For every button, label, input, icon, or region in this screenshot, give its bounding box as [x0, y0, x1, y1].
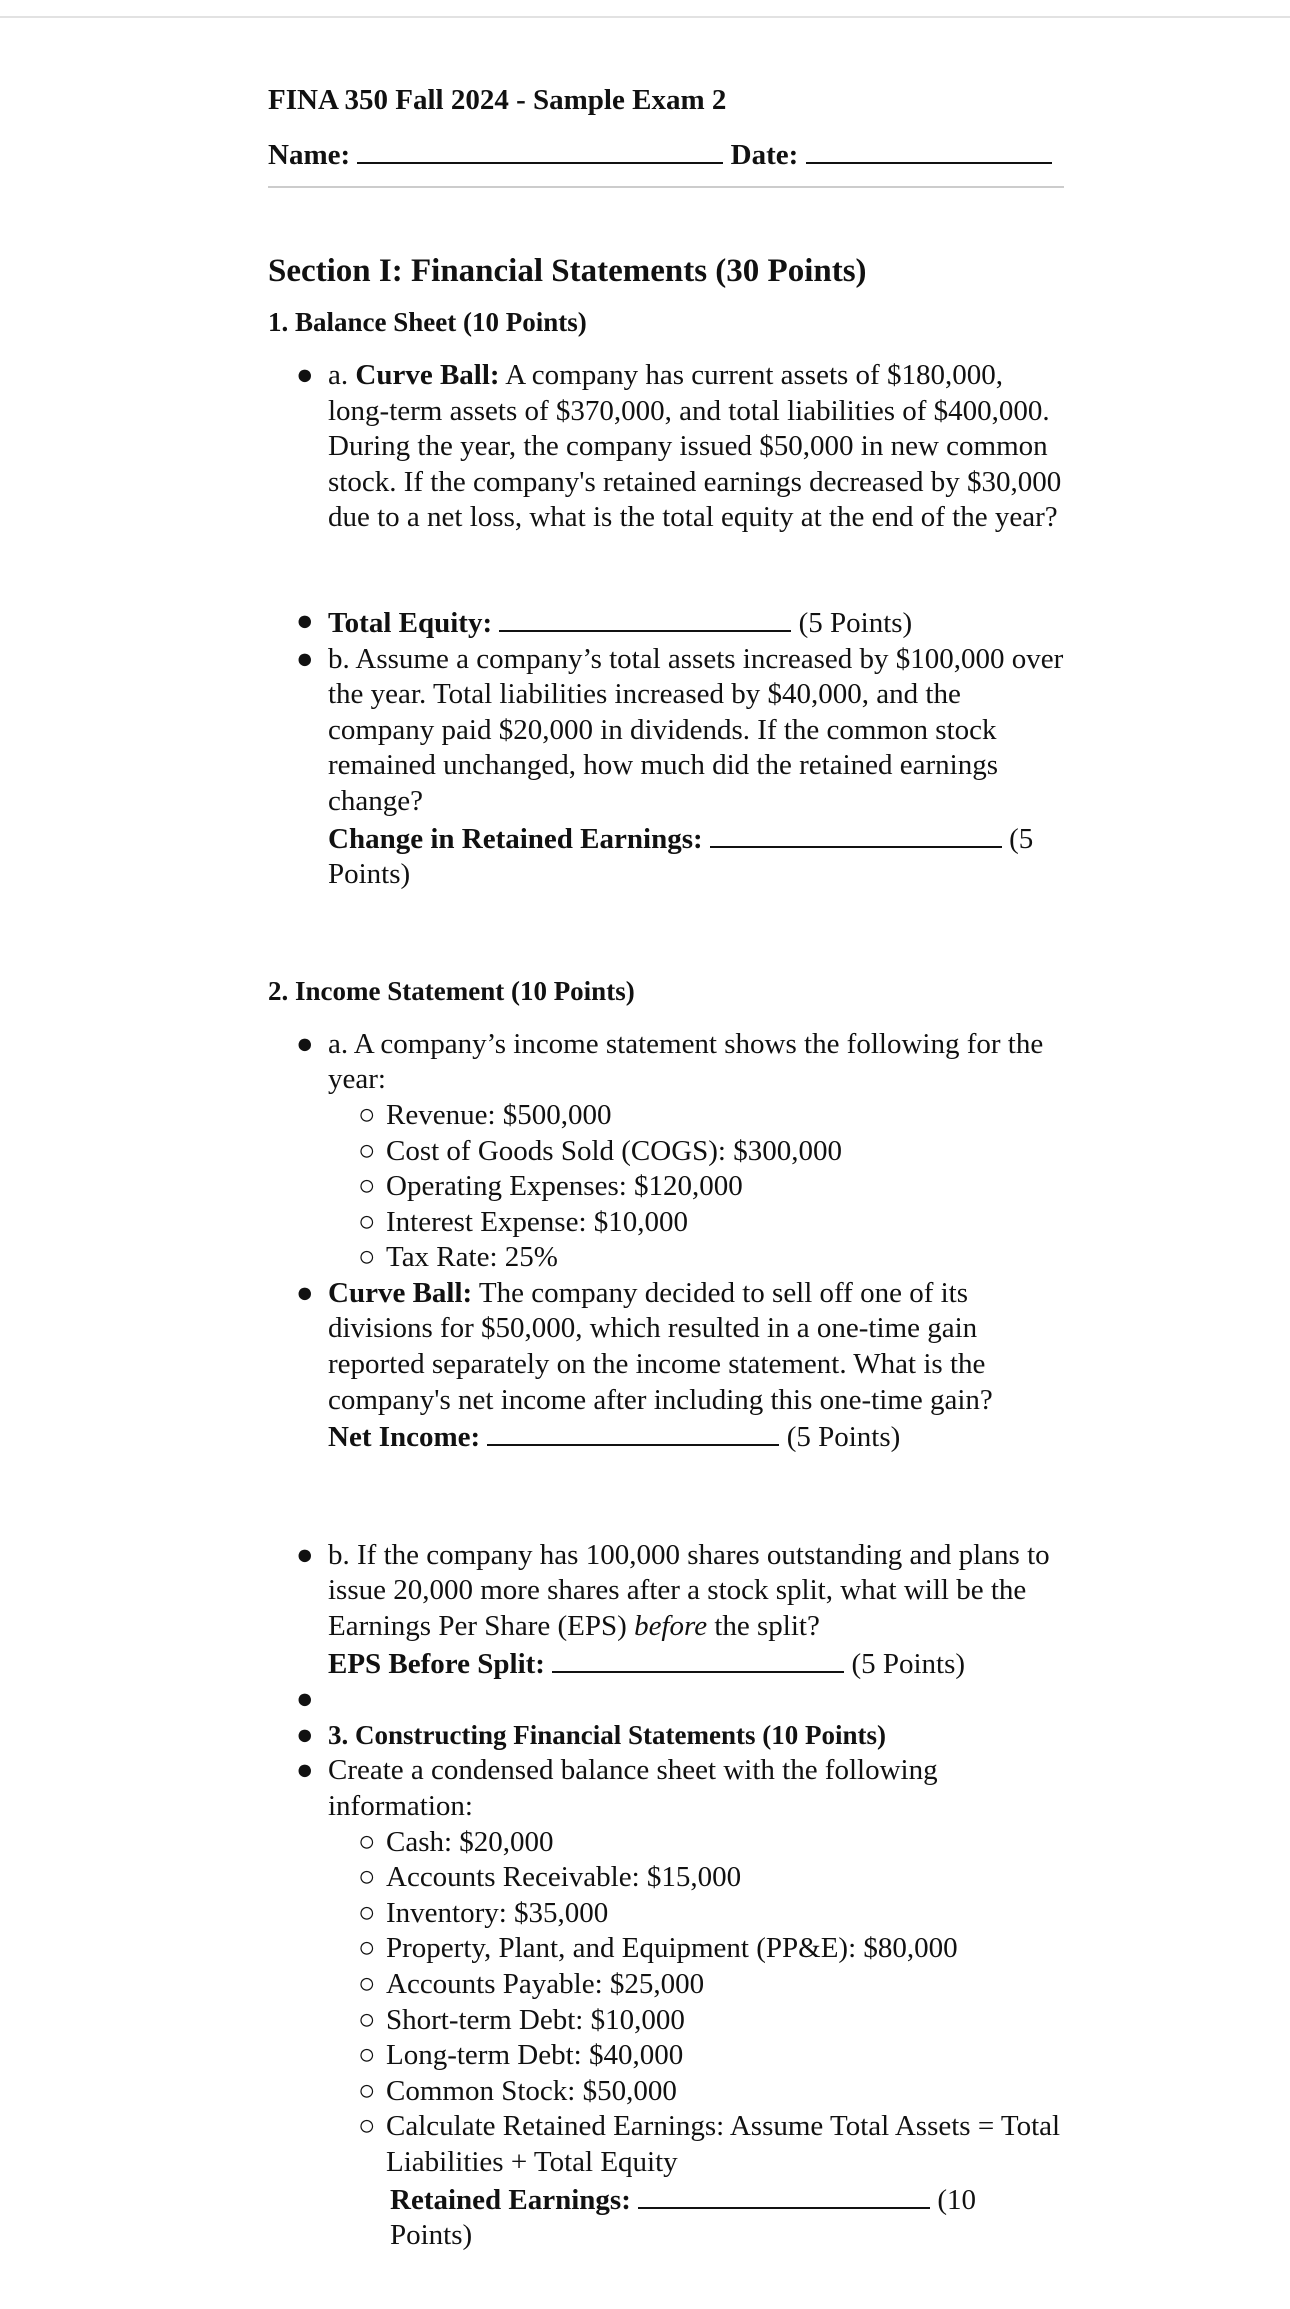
bullet-icon: ● — [296, 1538, 314, 1571]
curve-ball-label: Curve Ball: — [328, 1276, 473, 1309]
q3-title: 3. Constructing Financial Statements (10 Points) — [328, 1719, 886, 1750]
eps-blank[interactable] — [552, 1645, 844, 1673]
bullet-icon: ● — [296, 642, 314, 675]
list-item: ○ Accounts Payable: $25,000 — [268, 1967, 1068, 2003]
curve-ball-label: Curve Ball: — [355, 359, 500, 391]
list-item: ○ Calculate Retained Earnings: Assume Total Assets = Total Liabilities + Total Equity — [358, 2110, 1061, 2178]
q2-curve-ball: ● Curve Ball: The company decided to sell off one of its divisions for $50,000, which resulted in a one-time gain reported separately on the income statement. What is the company's net income after including this one-time gain? — [296, 1276, 993, 1416]
total-equity-blank[interactable] — [499, 604, 791, 632]
q1b-answer: Change in Retained Earnings: (5 Points) — [268, 820, 1068, 893]
date-label: Date: — [730, 139, 799, 171]
list-item: ○ Long-term Debt: $40,000 — [268, 2038, 1068, 2074]
circle-bullet-icon: ○ — [358, 1098, 376, 1131]
bullet-icon: ● — [296, 1718, 314, 1751]
exam-page — [268, 78, 1068, 2254]
section-title: Section I: Financial Statements (30 Points) — [268, 253, 867, 289]
circle-bullet-icon: ○ — [358, 1896, 376, 1929]
list-item: ○ Cost of Goods Sold (COGS): $300,000 — [268, 1134, 1068, 1170]
top-divider — [0, 16, 1290, 18]
q3-intro: ● Create a condensed balance sheet with the following information: — [296, 1754, 938, 1822]
retained-earnings-blank[interactable] — [638, 2181, 930, 2209]
name-label: Name: — [268, 139, 351, 171]
list-item: ○ Inventory: $35,000 — [268, 1896, 1068, 1932]
bullet-icon: ● — [296, 1683, 314, 1716]
circle-bullet-icon: ○ — [358, 1134, 376, 1167]
net-income-blank[interactable] — [487, 1418, 779, 1446]
retained-change-blank[interactable] — [710, 820, 1002, 848]
list-item: ○ Cash: $20,000 — [268, 1825, 1068, 1861]
list-item: ○ Common Stock: $50,000 — [268, 2074, 1068, 2110]
q1b-item: ● b. Assume a company’s total assets increased by $100,000 over the year. Total liabilities increased by $40,000, and the company paid $20,000 in dividends. If the common stock remained unchanged, how much did the retained earnings change? — [296, 642, 1064, 817]
list-item: ○ Property, Plant, and Equipment (PP&E): $80,000 — [268, 1931, 1068, 1967]
q1-title: 1. Balance Sheet (10 Points) — [268, 307, 587, 337]
circle-bullet-icon: ○ — [358, 1967, 376, 2000]
circle-bullet-icon: ○ — [358, 1170, 376, 1203]
list-item: ○ Tax Rate: 25% — [268, 1240, 1068, 1276]
q1a-item: ● a. Curve Ball: A company has current assets of $180,000, long-term assets of $370,000, and total liabilities of $400,000. During the year, the company issued $50,000 in new common stock. If the company's retained earnings decreased by $30,000 due to a net loss, what is the total equity at the end of the year? — [296, 359, 1062, 534]
bullet-icon: ● — [296, 1754, 314, 1787]
list-item: ○ Accounts Receivable: $15,000 — [268, 1860, 1068, 1896]
name-date-row — [268, 132, 1068, 178]
list-item: ○ Interest Expense: $10,000 — [268, 1205, 1068, 1241]
exam-title: FINA 350 Fall 2024 - Sample Exam 2 — [268, 84, 727, 116]
name-blank[interactable] — [357, 136, 723, 164]
bullet-icon: ● — [296, 1027, 314, 1060]
q3-answer: Retained Earnings: (10 Points) — [268, 2181, 1068, 2254]
q2b-item: ● b. If the company has 100,000 shares outstanding and plans to issue 20,000 more shares after a stock split, what will be the Earnings Per Share (EPS) before the split? — [296, 1538, 1050, 1643]
date-blank[interactable] — [806, 136, 1052, 164]
circle-bullet-icon: ○ — [358, 1825, 376, 1858]
bullet-icon: ● — [296, 1276, 314, 1309]
bullet-icon: ● — [296, 359, 314, 391]
list-item: ○ Operating Expenses: $120,000 — [268, 1169, 1068, 1205]
list-item: ○ Short-term Debt: $10,000 — [268, 2003, 1068, 2039]
circle-bullet-icon: ○ — [358, 1861, 376, 1894]
circle-bullet-icon: ○ — [358, 2110, 376, 2143]
q2a-item: ● a. A company’s income statement shows the following for the year: — [296, 1027, 1044, 1096]
circle-bullet-icon: ○ — [358, 2074, 376, 2107]
circle-bullet-icon: ○ — [358, 1241, 376, 1274]
list-item: ○ Revenue: $500,000 — [268, 1098, 1068, 1134]
empty-bullet — [268, 1682, 1068, 1718]
circle-bullet-icon: ○ — [358, 1205, 376, 1238]
circle-bullet-icon: ○ — [358, 1932, 376, 1965]
bullet-icon: ● — [296, 604, 314, 637]
q2-curve-answer: Net Income: (5 Points) — [268, 1418, 1068, 1456]
q3-title-item — [268, 1718, 1068, 1754]
q1a-answer: ● Total Equity: (5 Points) — [296, 604, 913, 639]
circle-bullet-icon: ○ — [358, 2003, 376, 2036]
circle-bullet-icon: ○ — [358, 2039, 376, 2072]
q2b-answer: EPS Before Split: (5 Points) — [268, 1645, 1068, 1683]
q2-title: 2. Income Statement (10 Points) — [268, 975, 635, 1006]
